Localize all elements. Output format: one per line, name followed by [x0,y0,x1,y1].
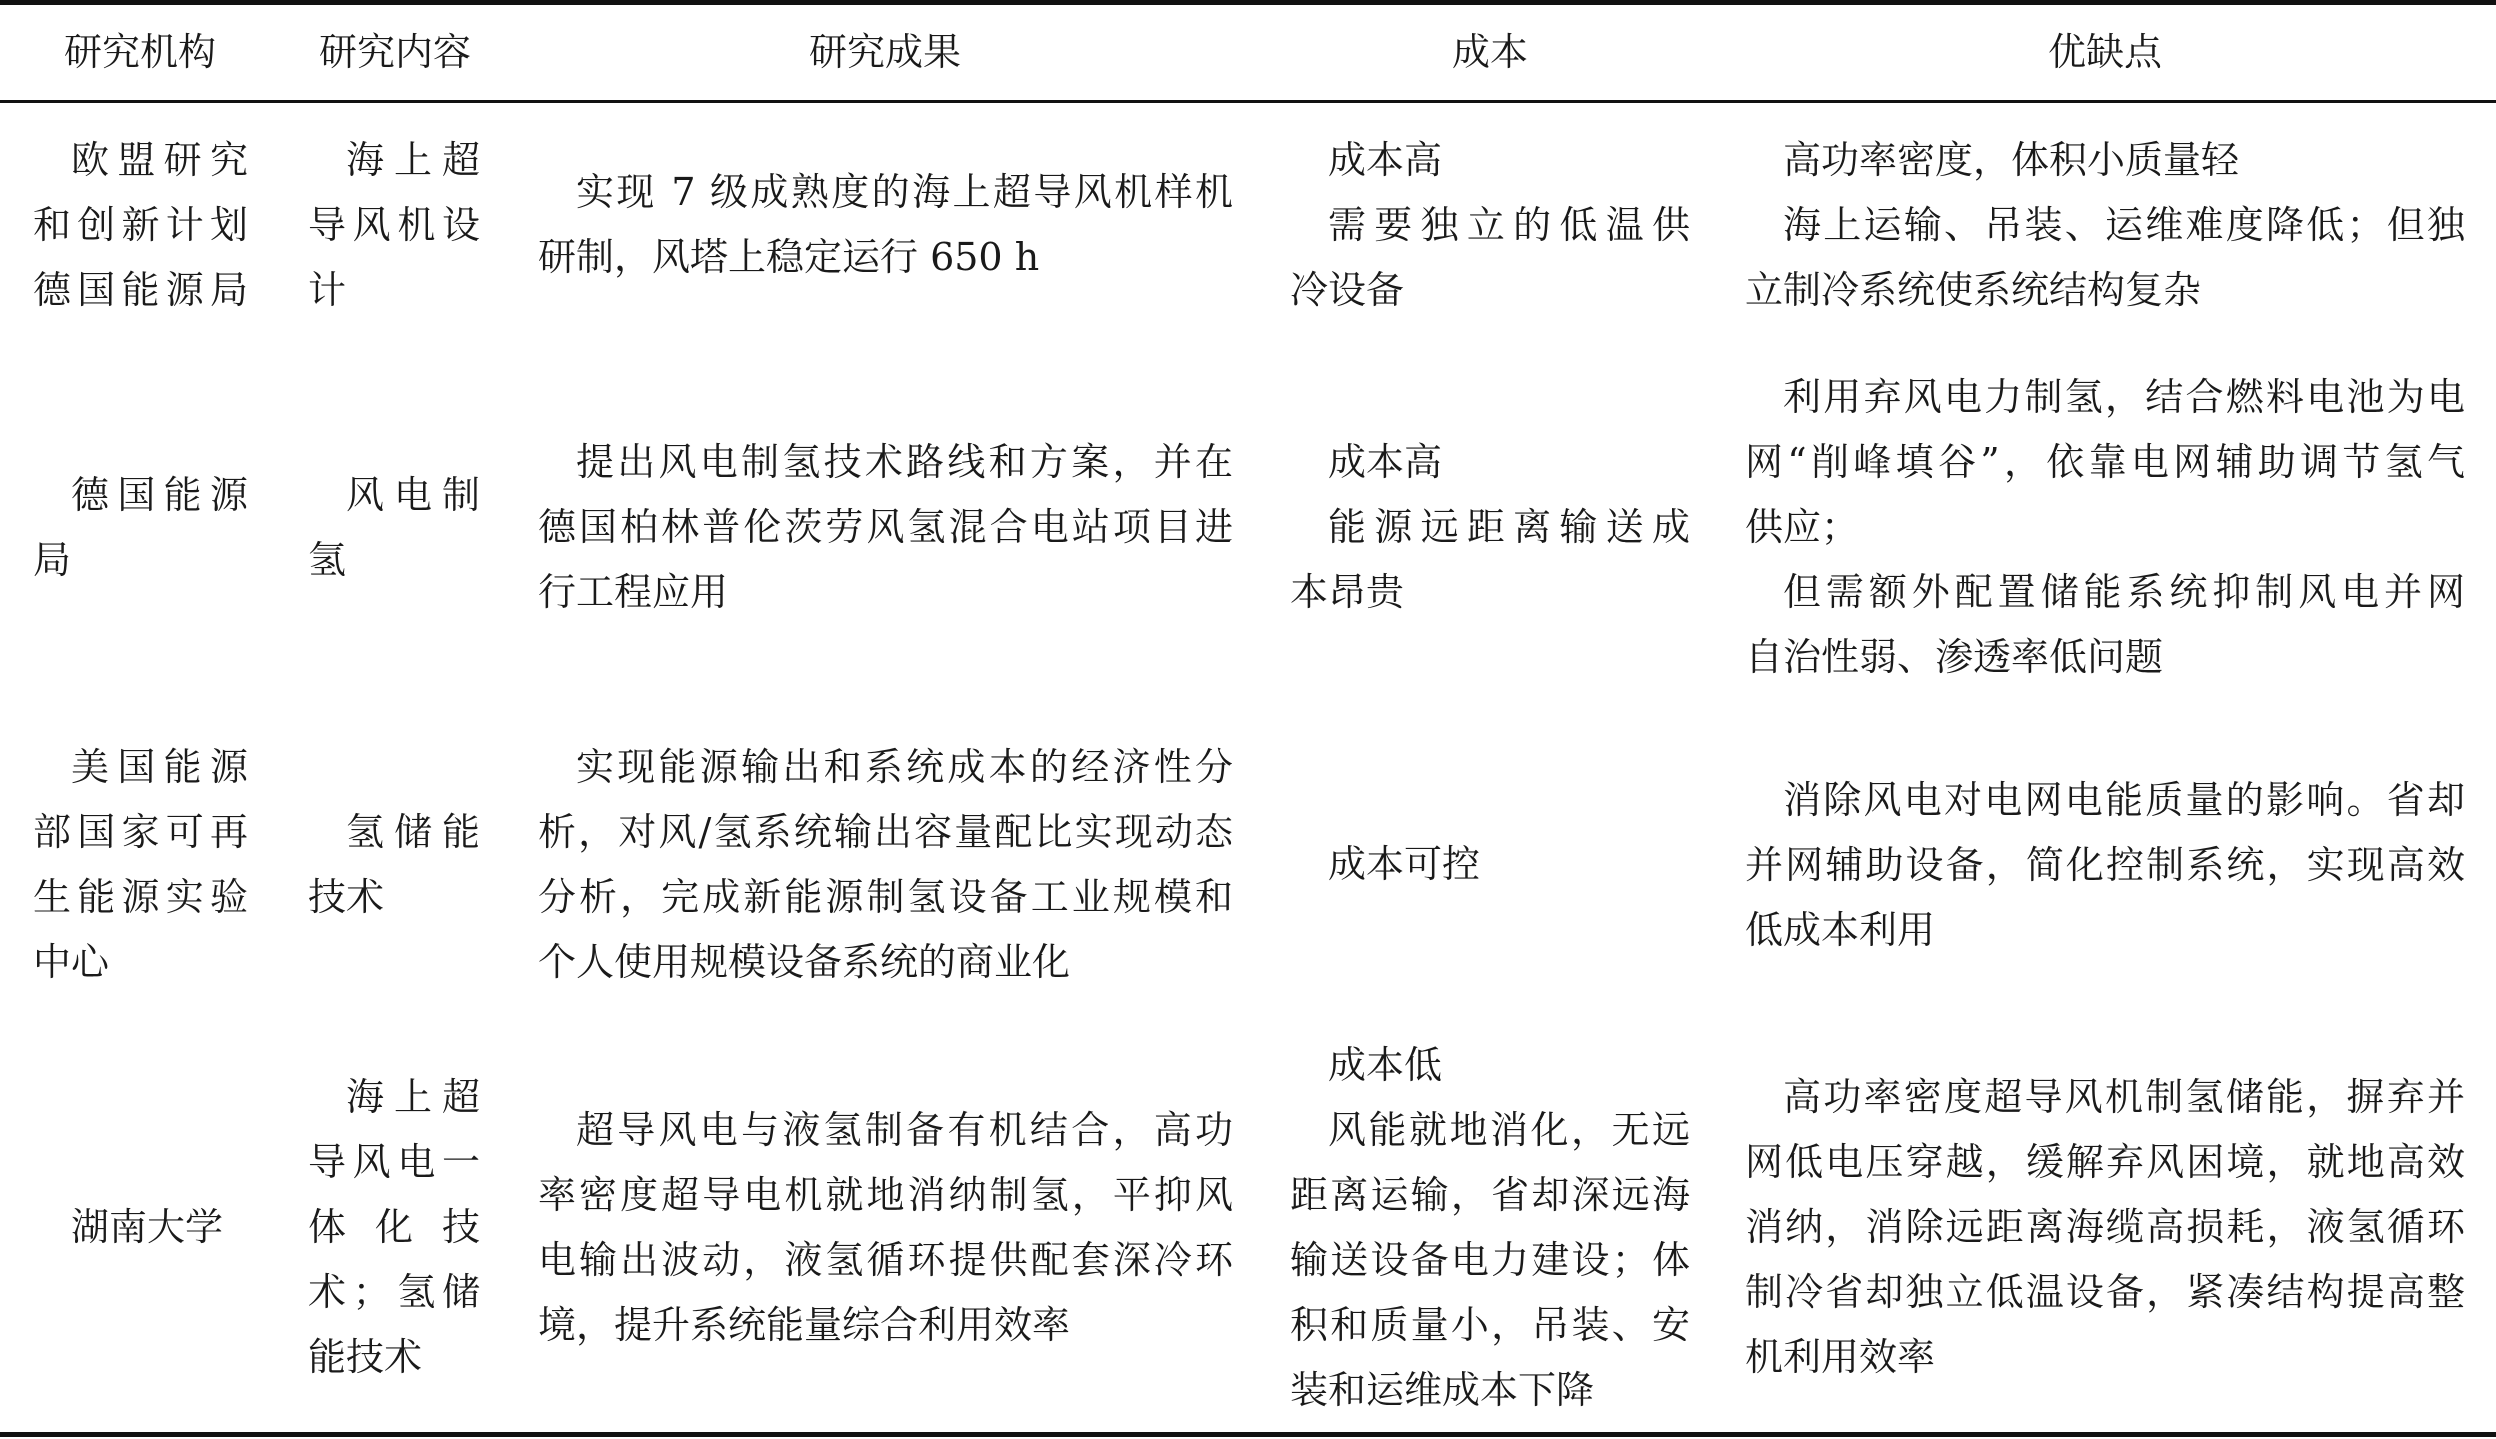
row4-pros-cons-line3: 消纳，消除远距离海缆高损耗，液氢循环 [1745,1205,2465,1249]
row2-result-line2: 德国柏林普伦茨劳风氢混合电站项目进 [538,505,1233,549]
row4-content-line2: 导风电一 [308,1140,480,1184]
header-result: 研究成果 [808,30,961,74]
row1-content-line3: 计 [308,268,347,312]
row1-content-line2: 导风机设 [308,203,480,247]
row4-result-line3: 电输出波动，液氢循环提供配套深冷环 [538,1238,1233,1282]
row4-content-line5: 能技术 [308,1335,423,1379]
row4-pros-cons [1745,1065,2465,1390]
table-header-rule [0,100,2496,103]
row2-cost [1290,430,1690,625]
row2-institution-line1: 德国能源 [71,473,248,517]
row1-institution-line3: 德国能源局 [33,268,248,312]
row1-cost-line2: 需要独立的低温供 [1328,203,1690,247]
row2-institution [33,463,248,593]
row4-result-line4: 境，提升系统能量综合利用效率 [538,1303,1071,1347]
row4-pros-cons-line1: 高功率密度超导风机制氢储能，摒弃并 [1783,1075,2465,1119]
row4-institution-line1: 湖南大学 [71,1205,224,1249]
row1-pros-cons-line3: 立制冷系统使系统结构复杂 [1745,268,2202,312]
row1-pros-cons [1745,128,2465,323]
row3-institution-line4: 中心 [33,940,110,984]
row3-result-line1: 实现能源输出和系统成本的经济性分 [576,745,1233,789]
row1-institution-line1: 欧盟研究 [71,138,248,182]
row2-cost-line3: 本昂贵 [1290,570,1405,614]
row2-pros-cons-line4: 但需额外配置储能系统抑制风电并网 [1783,570,2465,614]
row3-institution [33,735,248,995]
row3-result-line4: 个人使用规模设备系统的商业化 [538,940,1071,984]
row2-cost-line1: 成本高 [1328,440,1443,484]
header-pros-cons: 优缺点 [2047,30,2162,74]
row3-content-line2: 技术 [308,875,385,919]
row1-cost-line3: 冷设备 [1290,268,1405,312]
row1-cost [1290,128,1690,323]
row2-pros-cons-line1: 利用弃风电力制氢，结合燃料电池为电 [1783,375,2465,419]
row4-institution [33,1195,248,1260]
row2-pros-cons-line2: 网“削峰填谷”，依靠电网辅助调节氢气 [1745,440,2465,484]
row1-pros-cons-line1: 高功率密度，体积小质量轻 [1783,138,2240,182]
row4-result [538,1098,1233,1358]
row4-content-line4: 术；氢储 [308,1270,480,1314]
row4-cost [1290,1033,1690,1423]
row4-result-line1: 超导风电与液氢制备有机结合，高功 [576,1108,1233,1152]
row2-content [308,463,480,593]
row2-content-line2: 氢 [308,538,347,582]
row3-pros-cons-line2: 并网辅助设备，简化控制系统，实现高效 [1745,843,2465,887]
row3-institution-line3: 生能源实验 [33,875,248,919]
row4-pros-cons-line2: 网低电压穿越，缓解弃风困境，就地高效 [1745,1140,2465,1184]
row2-institution-line2: 局 [33,538,72,582]
row4-content [308,1065,480,1390]
row3-pros-cons-line3: 低成本利用 [1745,908,1936,952]
row3-institution-line2: 部国家可再 [33,810,248,854]
row4-cost-line6: 装和运维成本下降 [1290,1368,1595,1412]
row2-result [538,430,1233,625]
row4-cost-line5: 积和质量小，吊装、安 [1290,1303,1690,1347]
row1-pros-cons-line2: 海上运输、吊装、运维难度降低；但独 [1783,203,2465,247]
row3-institution-line1: 美国能源 [71,745,248,789]
row3-result [538,735,1233,995]
table-top-rule [0,0,2496,5]
row1-content [308,128,480,323]
row2-pros-cons [1745,365,2465,690]
row4-cost-line1: 成本低 [1328,1043,1443,1087]
row4-cost-line4: 输送设备电力建设；体 [1290,1238,1690,1282]
row4-pros-cons-line4: 制冷省却独立低温设备，紧凑结构提高整 [1745,1270,2465,1314]
row3-cost [1290,832,1690,897]
row1-cost-line1: 成本高 [1328,138,1443,182]
row4-cost-line3: 距离运输，省却深远海 [1290,1173,1690,1217]
row1-result [538,160,1233,290]
row1-content-line1: 海上超 [346,138,480,182]
header-content: 研究内容 [318,30,471,74]
row3-content-line1: 氢储能 [346,810,480,854]
row2-pros-cons-line5: 自治性弱、渗透率低问题 [1745,635,2164,679]
row4-pros-cons-line5: 机利用效率 [1745,1335,1936,1379]
row2-content-line1: 风电制 [346,473,480,517]
row3-result-line2: 析，对风/氢系统输出容量配比实现动态 [538,810,1233,854]
row2-pros-cons-line3: 供应； [1745,505,1860,549]
table-bottom-rule [0,1432,2496,1437]
row3-pros-cons [1745,768,2465,963]
row4-cost-line2: 风能就地消化，无远 [1328,1108,1690,1152]
header-institution: 研究机构 [63,30,216,74]
row4-content-line3: 体化技 [308,1205,480,1249]
row3-result-line3: 分析，完成新能源制氢设备工业规模和 [538,875,1233,919]
row1-institution-line2: 和创新计划 [33,203,248,247]
row3-pros-cons-line1: 消除风电对电网电能质量的影响。省却 [1783,778,2465,822]
row3-content [308,800,480,930]
row1-result-line2: 研制，风塔上稳定运行 650 h [538,235,1040,279]
row2-result-line3: 行工程应用 [538,570,729,614]
header-cost: 成本 [1451,30,1528,74]
row4-content-line1: 海上超 [346,1075,480,1119]
row3-cost-line1: 成本可控 [1328,842,1481,886]
row2-cost-line2: 能源远距离输送成 [1328,505,1690,549]
row1-institution [33,128,248,323]
row1-result-line1: 实现 7 级成熟度的海上超导风机样机 [576,170,1233,214]
row2-result-line1: 提出风电制氢技术路线和方案，并在 [576,440,1233,484]
row4-result-line2: 率密度超导电机就地消纳制氢，平抑风 [538,1173,1233,1217]
